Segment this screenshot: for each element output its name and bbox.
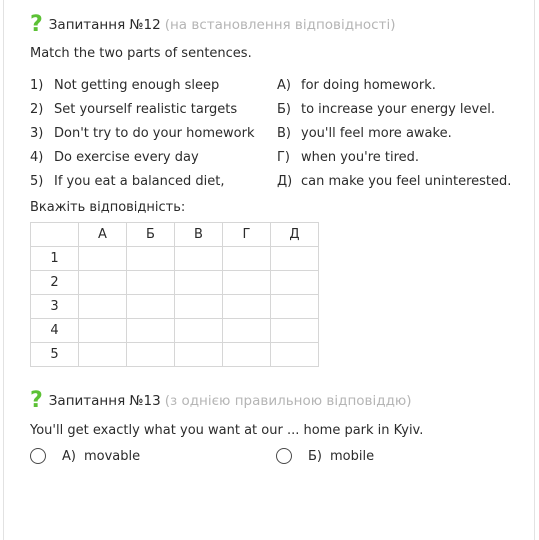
list-item: 5) If you eat a balanced diet, — [30, 174, 225, 190]
grid-answer-cell[interactable] — [127, 247, 175, 271]
question-13-text: You'll get exactly what you want at our ... home park in Kyiv. — [30, 423, 424, 438]
grid-answer-cell[interactable] — [175, 319, 223, 343]
grid-column-header: Г — [223, 223, 271, 247]
quiz-page — [3, 0, 535, 540]
table-row — [31, 271, 319, 295]
grid-answer-cell[interactable] — [79, 343, 127, 367]
question-12-header — [30, 14, 396, 36]
grid-column-header: Д — [271, 223, 319, 247]
question-12-instruction: Match the two parts of sentences. — [30, 46, 252, 61]
table-row — [31, 247, 319, 271]
grid-row-header: 1 — [31, 247, 79, 271]
grid-answer-cell[interactable] — [127, 319, 175, 343]
list-item: А) for doing homework. — [277, 77, 436, 93]
grid-answer-cell[interactable] — [79, 295, 127, 319]
grid-answer-cell[interactable] — [223, 343, 271, 367]
list-item: 4) Do exercise every day — [30, 150, 199, 166]
grid-answer-cell[interactable] — [127, 295, 175, 319]
list-item: 2) Set yourself realistic targets — [30, 101, 238, 117]
grid-answer-cell[interactable] — [127, 343, 175, 367]
answer-option-b[interactable] — [276, 448, 374, 464]
table-row — [31, 343, 319, 367]
grid-answer-cell[interactable] — [271, 295, 319, 319]
sentence-beginnings-list — [30, 73, 254, 194]
grid-answer-cell[interactable] — [271, 247, 319, 271]
grid-row-header: 4 — [31, 319, 79, 343]
list-item: Д) can make you feel uninterested. — [277, 174, 512, 190]
matching-grid — [30, 222, 319, 367]
grid-answer-cell[interactable] — [271, 271, 319, 295]
sentence-endings-list — [277, 73, 511, 194]
grid-answer-cell[interactable] — [223, 295, 271, 319]
table-row — [31, 295, 319, 319]
question-13-header — [30, 390, 412, 412]
question-12-type: (на встановлення відповідності) — [164, 17, 396, 33]
option-label: movable — [83, 448, 141, 464]
grid-row-header: 5 — [31, 343, 79, 367]
grid-answer-cell[interactable] — [175, 343, 223, 367]
grid-answer-cell[interactable] — [271, 343, 319, 367]
grid-answer-cell[interactable] — [223, 319, 271, 343]
grid-corner-cell — [31, 223, 79, 247]
radio-button[interactable] — [30, 448, 46, 464]
option-label: mobile — [330, 448, 375, 464]
grid-answer-cell[interactable] — [223, 271, 271, 295]
grid-column-header: В — [175, 223, 223, 247]
answer-option-a[interactable] — [30, 448, 140, 464]
grid-column-header: Б — [127, 223, 175, 247]
question-mark-icon: ? — [30, 388, 43, 413]
grid-answer-cell[interactable] — [79, 319, 127, 343]
grid-answer-cell[interactable] — [79, 271, 127, 295]
grid-answer-cell[interactable] — [271, 319, 319, 343]
list-item: В) you'll feel more awake. — [277, 125, 452, 141]
option-letter: А) — [62, 448, 76, 464]
list-item: Г) when you're tired. — [277, 150, 420, 166]
radio-button[interactable] — [276, 448, 292, 464]
grid-answer-cell[interactable] — [223, 247, 271, 271]
grid-answer-cell[interactable] — [175, 271, 223, 295]
grid-row-header: 3 — [31, 295, 79, 319]
grid-header-row — [31, 223, 319, 247]
question-12-title: Запитання №12 — [48, 17, 161, 33]
grid-column-header: А — [79, 223, 127, 247]
question-13-type: (з однією правильною відповіддю) — [164, 393, 412, 409]
question-mark-icon: ? — [30, 12, 43, 37]
list-item: Б) to increase your energy level. — [277, 101, 495, 117]
grid-answer-cell[interactable] — [79, 247, 127, 271]
list-item: 3) Don't try to do your homework — [30, 125, 255, 141]
option-letter: Б) — [308, 448, 322, 464]
table-row — [31, 319, 319, 343]
grid-answer-cell[interactable] — [127, 271, 175, 295]
grid-answer-cell[interactable] — [175, 247, 223, 271]
list-item: 1) Not getting enough sleep — [30, 77, 220, 93]
question-13-title: Запитання №13 — [48, 393, 161, 409]
grid-answer-cell[interactable] — [175, 295, 223, 319]
grid-row-header: 2 — [31, 271, 79, 295]
answer-grid-label: Вкажіть відповідність: — [30, 200, 186, 215]
